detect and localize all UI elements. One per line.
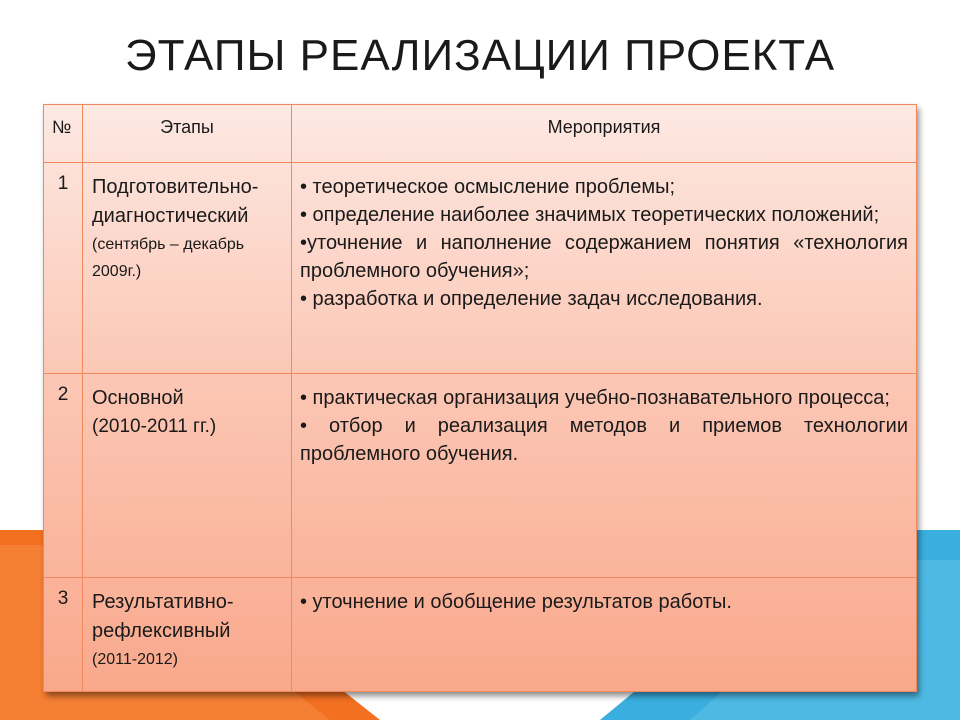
header-stage: Этапы — [83, 105, 292, 163]
stage-name: Результативно-рефлексивный — [92, 591, 234, 642]
activities-cell — [292, 374, 917, 578]
stage-name: Основной — [92, 387, 184, 409]
stage-cell — [83, 163, 292, 374]
stage-dates: (2011-2012) — [92, 651, 178, 668]
stage-cell — [83, 578, 292, 692]
stages-table-container — [43, 104, 916, 692]
slide-title: ЭТАПЫ РЕАЛИЗАЦИИ ПРОЕКТА — [124, 31, 836, 80]
activity-item: • отбор и реализация методов и приемов технологии проблемного обучения. — [300, 415, 908, 465]
activity-item: • разработка и определение задач исследования. — [300, 288, 763, 310]
table-row — [44, 374, 917, 578]
activity-item: • практическая организация учебно-познавательного процесса; — [300, 387, 890, 409]
stage-dates: (сентябрь – декабрь 2009г.) — [92, 236, 245, 280]
stage-cell — [83, 374, 292, 578]
activity-item: •уточнение и наполнение содержанием понятия «технология проблемного обучения»; — [300, 232, 908, 282]
table-row — [44, 163, 917, 374]
stage-dates: (2010-2011 гг.) — [92, 416, 217, 437]
activity-item: • определение наиболее значимых теоретических положений; — [300, 204, 880, 226]
activity-item: • теоретическое осмысление проблемы; — [300, 176, 676, 198]
table-row — [44, 578, 917, 692]
table-header-row — [44, 105, 917, 163]
row-num: 3 — [44, 578, 83, 692]
activities-cell — [292, 163, 917, 374]
stage-name: Подготовительно-диагностический — [92, 176, 259, 227]
header-activities: Мероприятия — [292, 105, 917, 163]
row-num: 2 — [44, 374, 83, 578]
header-num: № — [44, 105, 83, 163]
activity-item: • уточнение и обобщение результатов работы. — [300, 591, 732, 613]
activities-cell — [292, 578, 917, 692]
row-num: 1 — [44, 163, 83, 374]
stages-table — [43, 104, 917, 692]
